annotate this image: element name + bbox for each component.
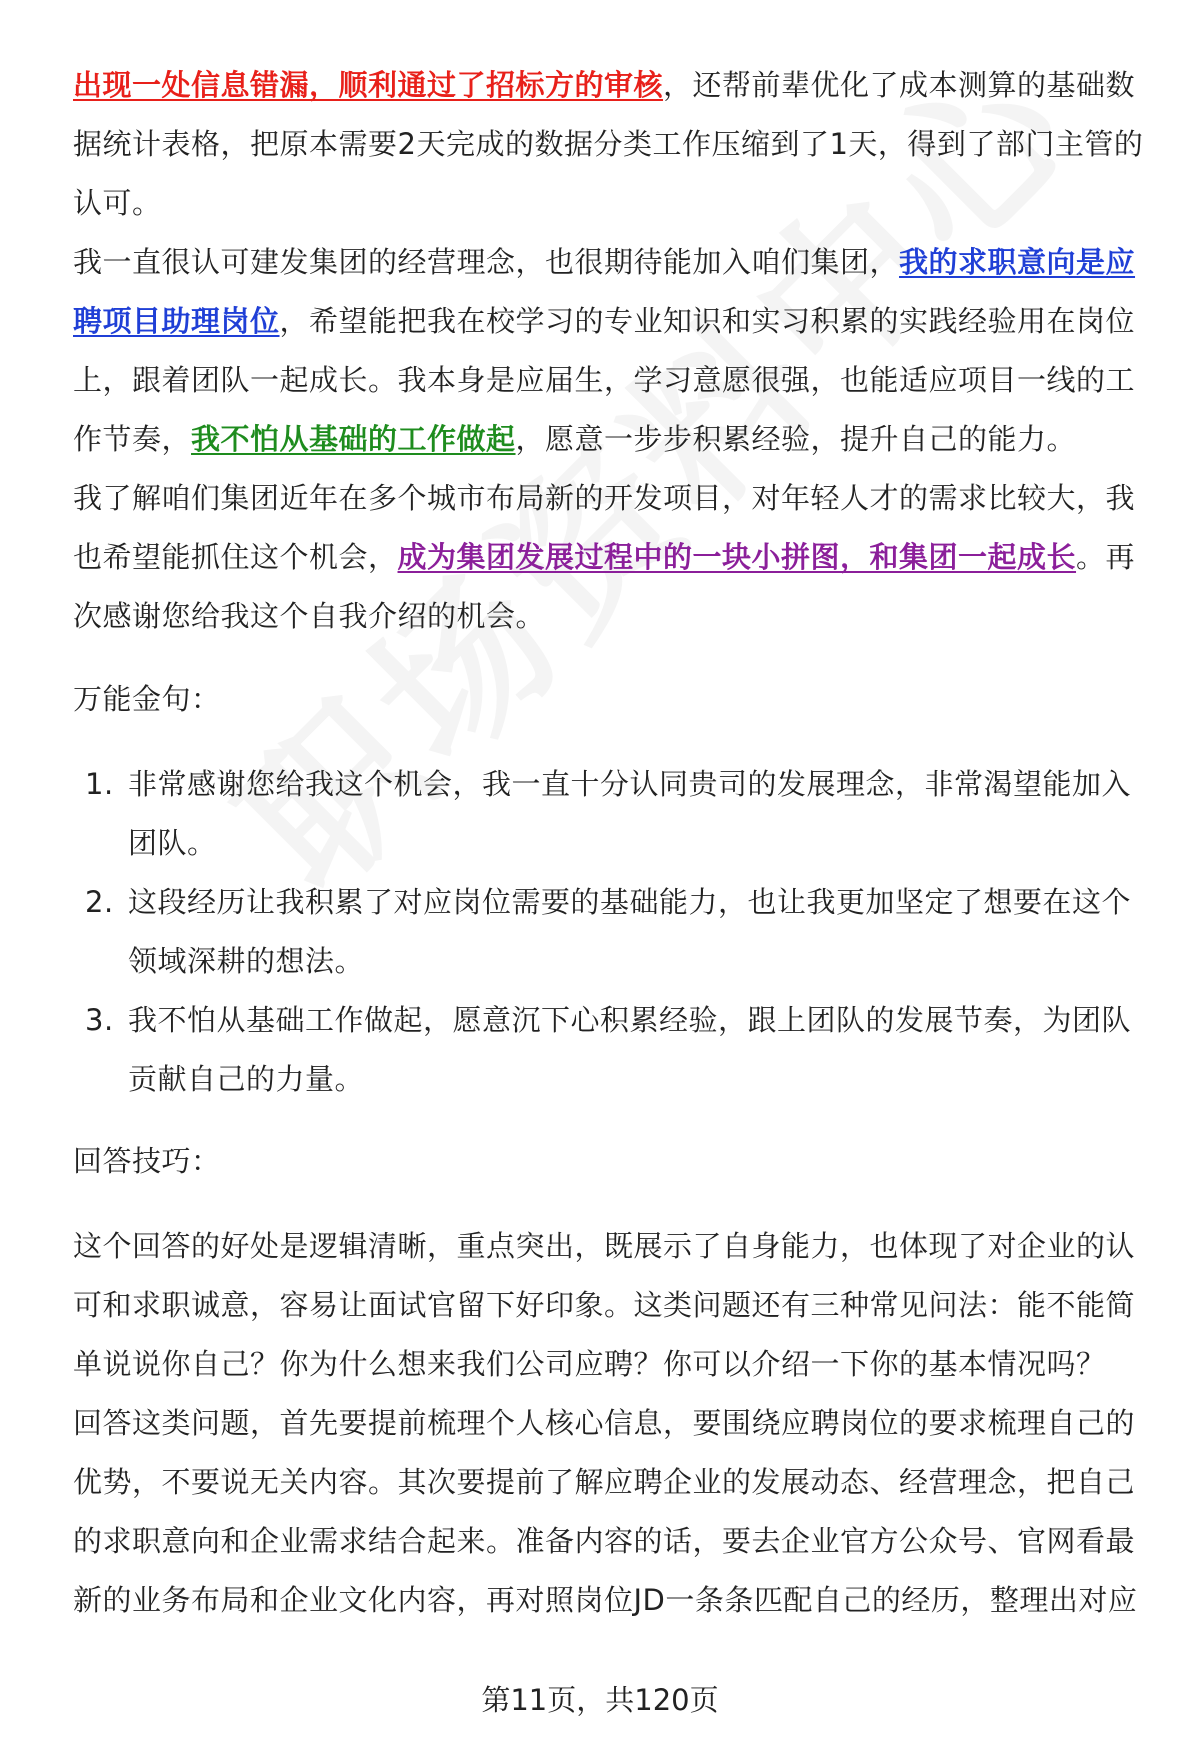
list-item: [73, 873, 1148, 991]
tips-heading: 回答技巧：: [73, 1144, 221, 1178]
list-text: 这段经历让我积累了对应岗位需要的基础能力，也让我更加坚定了想要在这个领域深耕的想法。: [128, 885, 1132, 978]
paragraph-1: [73, 56, 1148, 233]
golden-list: [73, 755, 1148, 1109]
paragraph-2: [73, 233, 1148, 469]
paragraph-3: [73, 469, 1148, 646]
paragraph-2-text-a: 我一直很认可建发集团的经营理念，也很期待能加入咱们集团，: [73, 245, 900, 279]
highlight-green: 我不怕从基础的工作做起: [191, 422, 516, 456]
tips-paragraph-2: 回答这类问题，首先要提前梳理个人核心信息，要围绕应聘岗位的要求梳理自己的优势，不要说无关内容。其次要提前了解应聘企业的发展动态、经营理念，把自己的求职意向和企业需求结合起来。准备内容的话，要去企业官方公众号、官网看最新的业务布局和企业文化内容，再对照岗位JD一条条匹配自己的经历，整理出对应: [73, 1406, 1138, 1617]
list-number: 3.: [85, 1003, 114, 1037]
golden-heading: 万能金句：: [73, 682, 221, 716]
list-number: 1.: [85, 767, 114, 801]
list-item: [73, 755, 1148, 873]
highlight-blue: 我的求职意向是应聘项目助理岗位: [73, 245, 1136, 338]
paragraph-1-text: ，还帮前辈优化了成本测算的基础数据统计表格，把原本需要2天完成的数据分类工作压缩到了1天，得到了部门主管的认可。: [73, 68, 1144, 220]
paragraph-3-text-a: 我了解咱们集团近年在多个城市布局新的开发项目，对年轻人才的需求比较大，我也希望能抓住这个机会，: [73, 481, 1136, 574]
tips-paragraph-1: 这个回答的好处是逻辑清晰，重点突出，既展示了自身能力，也体现了对企业的认可和求职诚意，容易让面试官留下好印象。这类问题还有三种常见问法：能不能简单说说你自己？你为什么想来我们公司应聘？你可以介绍一下你的基本情况吗？: [73, 1229, 1136, 1381]
list-number: 2.: [85, 885, 114, 919]
list-text: 我不怕从基础工作做起，愿意沉下心积累经验，跟上团队的发展节奏，为团队贡献自己的力量。: [128, 1003, 1132, 1096]
list-item: [73, 991, 1148, 1109]
highlight-purple: 成为集团发展过程中的一块小拼图，和集团一起成长: [397, 540, 1077, 574]
list-text: 非常感谢您给我这个机会，我一直十分认同贵司的发展理念，非常渴望能加入团队。: [128, 767, 1132, 860]
paragraph-2-text-c: ，愿意一步步积累经验，提升自己的能力。: [515, 422, 1077, 456]
paragraph-2-text-b: ，希望能把我在校学习的专业知识和实习积累的实践经验用在岗位上，跟着团队一起成长。我本身是应届生，学习意愿很强，也能适应项目一线的工作节奏，: [73, 304, 1136, 456]
page-footer: 第11页，共120页: [481, 1683, 719, 1717]
document-body: [73, 56, 1148, 1630]
highlight-red: 出现一处信息错漏，顺利通过了招标方的审核: [73, 68, 664, 102]
paragraph-3-text-b: 。再次感谢您给我这个自我介绍的机会。: [73, 540, 1136, 633]
